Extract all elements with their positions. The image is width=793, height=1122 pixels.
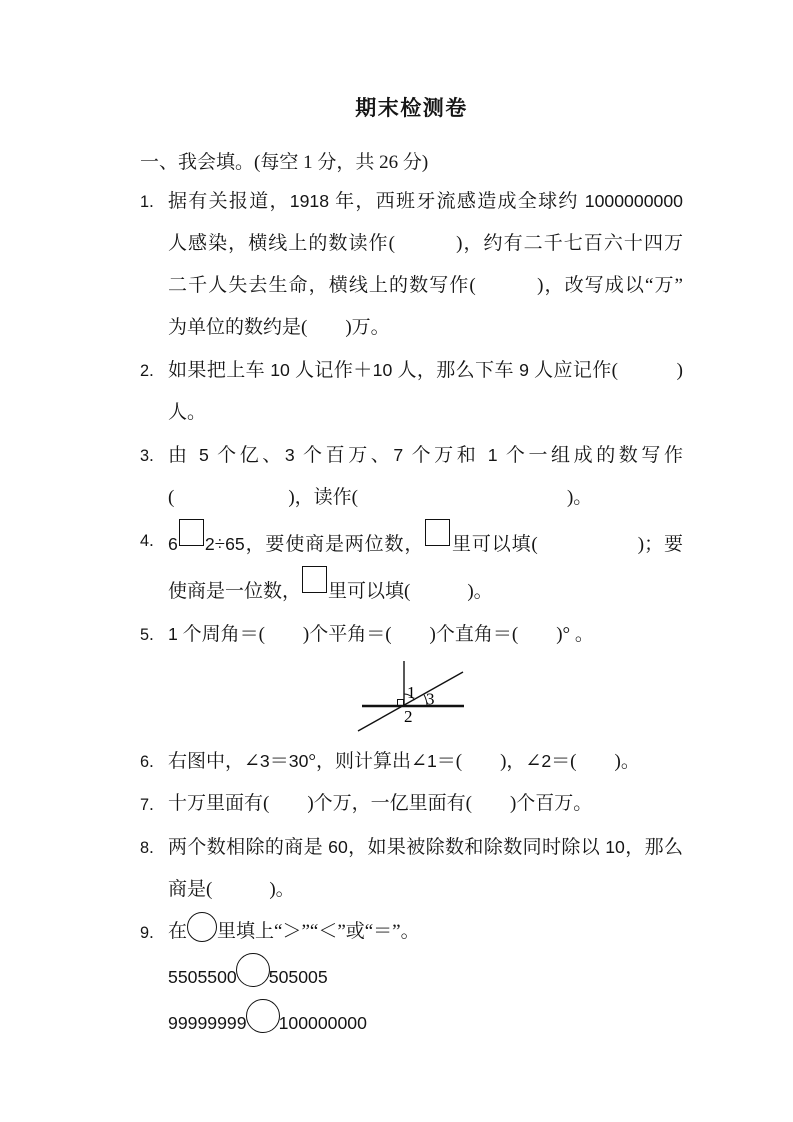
comparison-row [168,953,683,999]
question-5 [140,613,683,656]
question-line: 右图中，∠3＝30°，则计算出∠1＝( )，∠2＝( )。 [168,751,640,772]
question-line [168,566,683,613]
question-text: 6 [168,534,178,554]
comparison-circle [246,999,280,1033]
right-number: 100000000 [278,1013,367,1033]
question-2 [140,349,683,434]
question-6 [140,740,683,783]
question-line: 人。 [168,402,207,423]
question-9 [140,911,683,1045]
question-text: 在 [168,921,188,942]
section-heading: 一、我会填。(每空 1 分，共 26 分) [140,152,429,173]
question-7 [140,783,683,826]
question-line: 商是( )。 [168,879,295,900]
question-line: 为单位的数约是( )万。 [168,317,390,338]
question-1 [140,180,683,349]
answer-box [179,519,204,546]
question-number: 6. [140,751,154,771]
comparison-row [168,999,683,1045]
question-number: 1. [140,191,154,211]
question-8 [140,826,683,911]
comparison-circle [236,953,270,987]
question-text: 里可以填( )；要 [451,534,683,555]
question-text: 使商是一位数， [168,581,302,602]
question-text: 里可以填( )。 [328,581,493,602]
comparison-circle [187,912,217,942]
question-line: 两个数相除的商是 60，如果被除数和除数同时除以 10，那么 [168,837,683,858]
question-line: 据有关报道，1918 年，西班牙流感造成全球约 1000000000 [168,191,683,212]
question-line: 由 5 个亿、3 个百万、7 个万和 1 个一组成的数写作 [168,445,683,466]
question-4 [140,519,683,613]
question-number: 7. [140,794,154,814]
question-line: ( )，读作( )。 [168,487,593,508]
answer-box [302,566,327,593]
angle-figure [350,658,683,734]
question-number: 3. [140,445,154,465]
question-line: 1 个周角＝( )个平角＝( )个直角＝( )° 。 [168,624,594,645]
question-text: 里填上“＞”“＜”或“＝”。 [217,921,420,942]
angle-label-2: 2 [404,707,413,726]
question-number: 2. [140,360,154,380]
question-text: 2÷65，要使商是两位数， [204,534,425,555]
question-number: 5. [140,624,154,644]
question-line: 十万里面有( )个万，一亿里面有( )个百万。 [168,793,593,814]
left-number: 99999999 [168,1013,247,1033]
right-angle-mark [398,700,404,706]
question-number: 4. [140,530,154,550]
question-number: 8. [140,837,154,857]
question-3 [140,434,683,519]
right-number: 505005 [268,967,328,987]
question-line [168,519,683,566]
answer-box [425,519,450,546]
question-number: 9. [140,922,154,942]
angle-label-3: 3 [426,689,435,709]
question-line: 人感染，横线上的数读作( )，约有二千七百六十四万 [168,233,683,254]
angle-label-1: 1 [407,683,416,702]
left-number: 5505500 [168,967,237,987]
question-line [168,911,683,953]
question-line: 如果把上车 10 人记作＋10 人，那么下车 9 人应记作( ) [168,360,683,381]
question-line: 二千人失去生命，横线上的数写作( )，改写成以“万” [168,275,683,296]
page-title: 期末检测卷 [355,96,468,120]
